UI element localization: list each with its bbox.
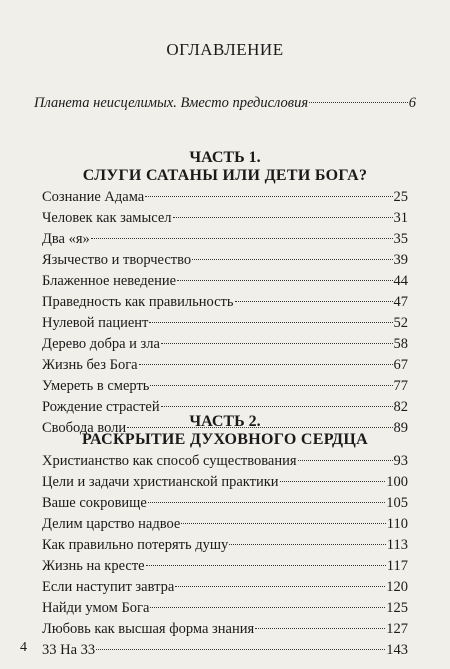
dot-leader: [139, 363, 393, 365]
entry-title: Блаженное неведение: [42, 273, 177, 289]
entry-title: Жизнь без Бога: [42, 357, 138, 373]
part2-entry-list: [42, 451, 408, 661]
part1-subtitle: СЛУГИ САТАНЫ ИЛИ ДЕТИ БОГА?: [82, 167, 368, 184]
entry-title: Праведность как правильность: [42, 294, 234, 310]
entry-page: 110: [386, 516, 408, 532]
dot-leader: [181, 522, 385, 524]
entry-title: Найди умом Бога: [42, 600, 150, 616]
page-number: 4: [20, 640, 27, 655]
entry-page: 47: [393, 294, 408, 310]
entry-page: 100: [386, 474, 408, 490]
entry-title: Дерево добра и зла: [42, 336, 160, 352]
entry-title: Два «я»: [42, 231, 90, 247]
entry-title: Планета неисцелимых. Вместо предисловия: [34, 95, 309, 111]
entry-page: 6: [408, 95, 416, 111]
preface-entry: [34, 93, 416, 113]
dot-leader: [255, 627, 385, 629]
entry-page: 120: [386, 579, 408, 595]
entry-page: 35: [393, 231, 408, 247]
entry-page: 143: [386, 642, 408, 658]
toc-entry: [42, 535, 408, 556]
entry-page: 93: [393, 453, 408, 469]
entry-page: 77: [393, 378, 408, 394]
dot-leader: [298, 459, 393, 461]
entry-page: 125: [386, 600, 408, 616]
entry-page: 31: [393, 210, 408, 226]
toc-entry: [42, 577, 408, 598]
entry-title: Любовь как высшая форма знания: [42, 621, 255, 637]
toc-entry: [42, 598, 408, 619]
entry-title: Если наступит завтра: [42, 579, 175, 595]
part1-entry-list: [42, 187, 408, 439]
dot-leader: [177, 279, 392, 281]
toc-entry: [42, 355, 408, 376]
dot-leader: [150, 606, 385, 608]
toc-heading: ОГЛАВЛЕНИЕ: [166, 40, 284, 59]
entry-title: Рождение страстей: [42, 399, 160, 415]
entry-title: Цели и задачи христианской практики: [42, 474, 279, 490]
toc-entry: [42, 208, 408, 229]
entry-title: Ваше сокровище: [42, 495, 147, 511]
dot-leader: [280, 480, 386, 482]
part2-subtitle: РАСКРЫТИЕ ДУХОВНОГО СЕРДЦА: [82, 431, 368, 448]
entry-page: 67: [393, 357, 408, 373]
dot-leader: [175, 585, 385, 587]
toc-entry: [42, 556, 408, 577]
entry-page: 105: [386, 495, 408, 511]
dot-leader: [161, 342, 393, 344]
dot-leader: [173, 216, 393, 218]
toc-entry: [42, 514, 408, 535]
dot-leader: [91, 237, 393, 239]
entry-title: Как правильно потерять душу: [42, 537, 229, 553]
part1-label: ЧАСТЬ 1.: [189, 149, 261, 166]
entry-page: 82: [393, 399, 408, 415]
dot-leader: [235, 300, 393, 302]
entry-title: Христианство как способ существования: [42, 453, 297, 469]
entry-page: 113: [386, 537, 408, 553]
entry-page: 127: [386, 621, 408, 637]
toc-entry: [42, 376, 408, 397]
dot-leader: [161, 405, 393, 407]
entry-page: 89: [393, 420, 408, 436]
toc-entry: [42, 250, 408, 271]
entry-title: Язычество и творчество: [42, 252, 192, 268]
toc-entry: [42, 451, 408, 472]
entry-title: Делим царство надвое: [42, 516, 181, 532]
toc-entry: [42, 271, 408, 292]
dot-leader: [229, 543, 386, 545]
entry-page: 39: [393, 252, 408, 268]
entry-title: Умереть в смерть: [42, 378, 150, 394]
toc-entry: [42, 187, 408, 208]
toc-entry: [42, 229, 408, 250]
dot-leader: [145, 195, 392, 197]
toc-entry: [42, 472, 408, 493]
dot-leader: [148, 501, 385, 503]
entry-page: 52: [393, 315, 408, 331]
dot-leader: [146, 564, 386, 566]
toc-entry: [42, 292, 408, 313]
toc-entry: [42, 334, 408, 355]
dot-leader: [192, 258, 392, 260]
entry-page: 117: [386, 558, 408, 574]
entry-title: Нулевой пациент: [42, 315, 149, 331]
entry-page: 58: [393, 336, 408, 352]
dot-leader: [96, 648, 385, 650]
dot-leader: [150, 384, 392, 386]
dot-leader: [149, 321, 392, 323]
toc-entry: [42, 493, 408, 514]
part2-label: ЧАСТЬ 2.: [189, 413, 261, 430]
dot-leader: [309, 101, 408, 103]
entry-title: Человек как замысел: [42, 210, 172, 226]
entry-title: 33 На 33: [42, 642, 96, 658]
entry-title: Сознание Адама: [42, 189, 145, 205]
entry-title: Жизнь на кресте: [42, 558, 145, 574]
entry-page: 25: [393, 189, 408, 205]
toc-entry: [42, 640, 408, 661]
toc-entry: [42, 619, 408, 640]
entry-page: 44: [393, 273, 408, 289]
toc-entry: [42, 313, 408, 334]
entry-title: Свобода воли: [42, 420, 127, 436]
